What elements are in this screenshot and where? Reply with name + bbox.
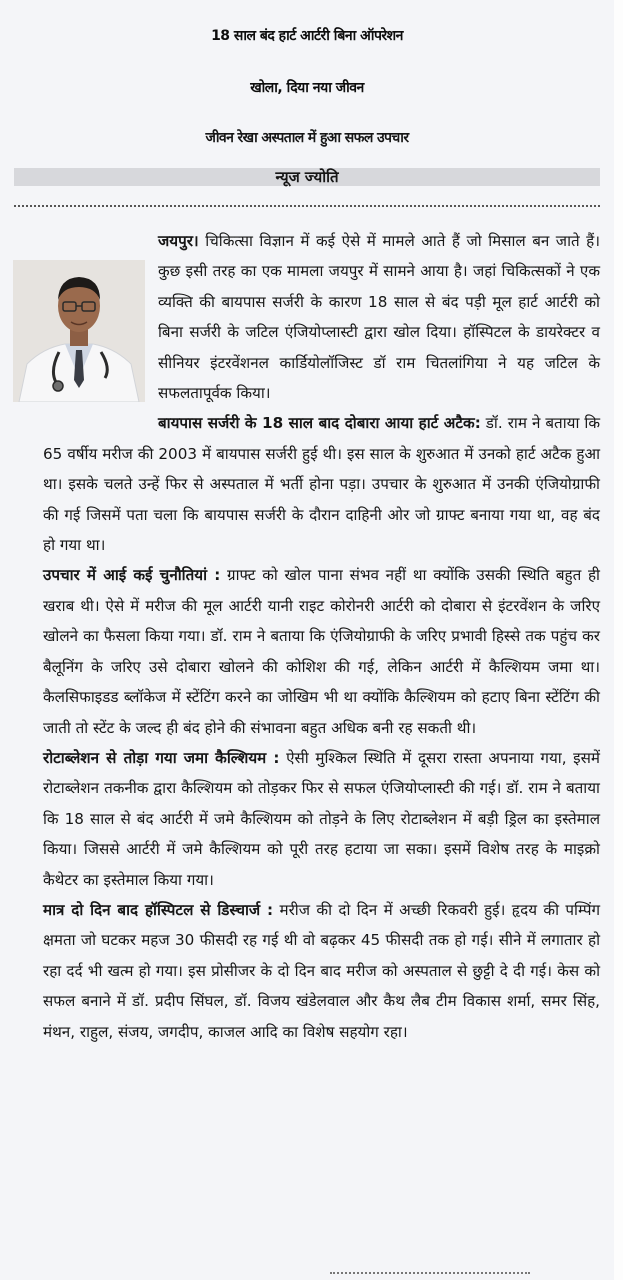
dateline: जयपुर। — [158, 232, 199, 250]
section-text: मरीज की दो दिन में अच्छी रिकवरी हुई। हृदय की पम्पिंग क्षमता जो घटकर महज 30 फीसदी रह गई थी वो बढ़कर 45 फीसदी तक हो गई। सीने में लगातार हो रहा दर्द भी खत्म हो गया। इस प्रोसीजर के दो दिन बाद मरीज को अस्पताल से छुट्टी दे दी गई। केस को सफल बनाने में डॉ. प्रदीप सिंघल, डॉ. विजय खंडेलवाल और कैथ लैब टीम विकास शर्मा, समर सिंह, मंथन, राहुल, संजय, जगदीप, काजल आदि का विशेष सहयोग रहा। — [43, 900, 600, 1041]
photo-spacer — [13, 260, 158, 432]
bottom-dotted-divider — [330, 1272, 530, 1280]
section-heading: मात्र दो दिन बाद हॉस्पिटल से डिस्चार्ज : — [43, 900, 274, 919]
section-heading: बायपास सर्जरी के 18 साल बाद दोबारा आया हार्ट अटैक: — [158, 414, 481, 433]
intro-text: चिकित्सा विज्ञान में कई ऐसे में मामले आते हैं जो मिसाल बन जाते हैं। कुछ इसी तरह का एक मामला जयपुर में सामने आया है। जहां चिकित्सकों ने एक व्यक्ति की बायपास सर्जरी के कारण 18 साल से बंद पड़ी मूल हार्ट आर्टरी को बिना सर्जरी के जटिल एंजियोप्लास्टी द्वारा खोल दिया। हॉस्पिटल के डायरेक्टर व सीनियर इंटरवेंशनल कार्डियोलॉजिस्ट डॉ राम चितलांगिया ने यह जटिल के सफलतापूर्वक किया। — [158, 232, 600, 403]
subheadline: जीवन रेखा अस्पताल में हुआ सफल उपचार — [205, 130, 409, 146]
headline-line-2: खोला, दिया नया जीवन — [250, 80, 364, 96]
headline-line-1: 18 साल बंद हार्ट आर्टरी बिना ऑपरेशन — [211, 28, 403, 44]
article-body — [13, 226, 600, 1047]
section-text: डॉ. राम ने बताया कि 65 वर्षीय मरीज की 2003 में बायपास सर्जरी हुई थी। इस साल के शुरुआत में उनको हार्ट अटैक हुआ था। इसके चलते उन्हें फिर से अस्पताल में भर्ती होना पड़ा। उपचार के शुरुआत में उनकी एंजियोग्राफी की गई जिसमें पता चला कि बायपास सर्जरी के दौरान दाहिनी ओर जो ग्राफ्ट बनाया गया था, वह बंद हो गया था। — [43, 414, 600, 555]
byline: न्यूज ज्योति — [275, 168, 339, 186]
section-paragraph — [13, 560, 600, 742]
dotted-divider — [14, 205, 600, 207]
section-heading: रोटाब्लेशन से तोड़ा गया जमा कैल्शियम : — [43, 748, 280, 767]
section-paragraph — [13, 743, 600, 895]
section-text: ऐसी मुश्किल स्थिति में दूसरा रास्ता अपनाया गया, इसमें रोटाब्लेशन तकनीक द्वारा कैल्शियम को तोड़कर फिर से सफल एंजियोप्लास्टी की गई। डॉ. राम ने बताया कि 18 साल से बंद आर्टरी में जमे कैल्शियम को तोड़ने के लिए रोटाब्लेशन में बड़ी ड्रिल का इस्तेमाल किया। जिससे आर्टरी में जमे कैल्शियम को पूरी तरह हटाया जा सका। इसमें विशेष तरह के माइक्रो कैथेटर का इस्तेमाल किया गया। — [43, 748, 600, 889]
section-heading: उपचार में आई कई चुनौतियां : — [43, 566, 221, 585]
section-text: ग्राफ्ट को खोल पाना संभव नहीं था क्योंकि उसकी स्थिति बहुत ही खराब थी। ऐसे में मरीज की मूल आर्टरी यानी राइट कोरोनरी आर्टरी को दोबारा से इंटरवेंशन के जरिए खोलने का फैसला किया गया। डॉ. राम ने बताया कि एंजियोग्राफी के जरिए प्रभावी हिस्से तक पहुंच कर बैलूनिंग के जरिए उसे दोबारा खोलने की कोशिश की गई, लेकिन आर्टरी में कैल्शियम जमा था। कैलसिफाइडड ब्लॉकेज में स्टेंटिंग करने का जोखिम भी था क्योंकि कैल्शियम को हटाए बिना स्टेंटिंग की जाती तो स्टेंट के जल्द ही बंद होने की संभावना बहुत अधिक बनी रह सकती थी। — [43, 566, 600, 737]
page-edge — [614, 0, 623, 1280]
section-paragraph — [13, 895, 600, 1047]
